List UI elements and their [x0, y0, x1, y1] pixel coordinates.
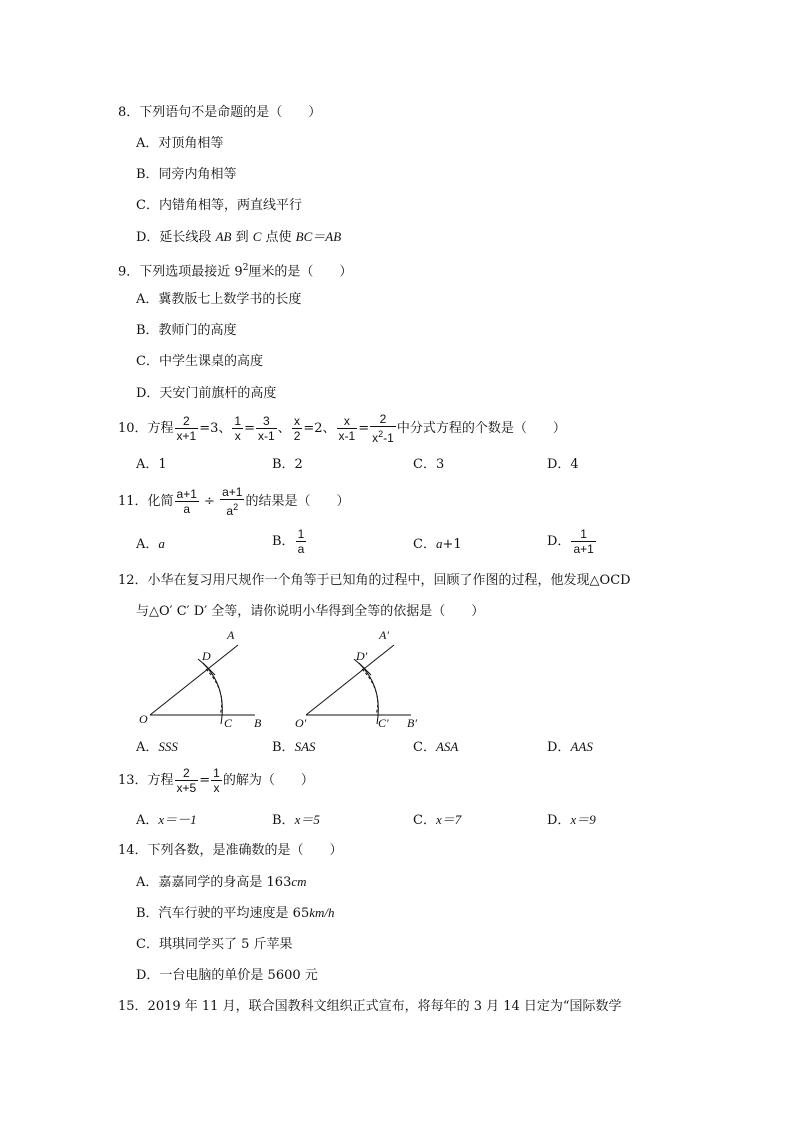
q13-option-d: D．x＝9: [547, 812, 596, 828]
q9-option-a: A．冀教版七上数学书的长度: [136, 292, 302, 307]
fraction: $\frac{a+1}{a^2}$: [222, 485, 243, 518]
q12-figure-oab: [130, 625, 280, 735]
q11-option-a: A．a: [136, 536, 165, 552]
q8-option-d: D．延长线段 AB 到 C 点使 BC＝AB: [136, 229, 342, 245]
label-o-prime: O′: [295, 716, 307, 730]
q9-option-b: B．教师门的高度: [136, 323, 237, 338]
q14-option-d: D．一台电脑的单价是 5600 元: [136, 968, 318, 983]
label-o: O: [139, 712, 148, 726]
fraction: $\frac{1}{a+1}$: [573, 527, 594, 556]
q12-option-a: A．SSS: [136, 739, 178, 755]
label-d-prime: D′: [356, 649, 368, 663]
fraction: $\frac{2}{x^2-1}$: [372, 412, 394, 445]
q10-option-b: B．2: [272, 457, 303, 472]
label-b-prime: B′: [407, 716, 417, 730]
label-a: A: [227, 628, 235, 642]
label-c: C: [224, 716, 233, 730]
fraction: $\frac{1}{x}$: [213, 766, 220, 795]
q12-figure-o-prime: [286, 625, 436, 735]
q10-stem: 10．方程 $\frac{2}{x+1}$ =3、 $\frac{1}{x}$ = $\frac{3}{x-1}$ 、 $\frac{x}{2}$ =2、 $\frac{x}{x-1}$ = $\frac{2}{x^2-1}$ 中分式方程的个数是（ ）: [118, 412, 566, 445]
fraction: $\frac{2}{x+1}$: [176, 414, 197, 443]
label-b: B: [254, 716, 262, 730]
q8-stem: 8．下列语句不是命题的是（ ）: [118, 105, 322, 120]
q11-option-d: D． $\frac{1}{a+1}$: [547, 527, 594, 556]
q14-option-c: C．琪琪同学买了 5 斤苹果: [136, 937, 293, 952]
q13-option-b: B．x＝5: [272, 812, 320, 828]
q14-stem: 14．下列各数，是准确数的是（ ）: [118, 843, 343, 858]
q13-option-c: C．x＝7: [413, 812, 462, 828]
q12-option-b: B．SAS: [272, 739, 316, 755]
fraction: $\frac{1}{x}$: [234, 414, 242, 443]
q13-option-a: A．x＝－1: [136, 812, 197, 828]
label-a-prime: A′: [379, 628, 389, 642]
q8-option-b: B．同旁内角相等: [136, 167, 237, 182]
q13-stem: 13．方程 $\frac{2}{x+5}$ = $\frac{1}{x}$ 的解为（ ）: [118, 766, 314, 795]
fraction: $\frac{x}{x-1}$: [338, 414, 356, 443]
q12-stem-line1: 12．小华在复习用尺规作一个角等于已知角的过程中，回顾了作图的过程，他发现△OCD: [118, 573, 631, 588]
label-c-prime: C′: [378, 716, 389, 730]
fraction: $\frac{2}{x+5}$: [176, 766, 197, 795]
q11-option-b: B． $\frac{1}{a}$: [272, 527, 305, 556]
q14-option-b: B．汽车行驶的平均速度是 65km/h: [136, 905, 335, 921]
q12-stem-line2: 与△O′ C′ D′ 全等，请你说明小华得到全等的依据是（ ）: [136, 604, 485, 619]
q10-option-d: D．4: [547, 457, 579, 472]
q10-option-c: C．3: [413, 457, 445, 472]
q8-option-a: A．对顶角相等: [136, 136, 224, 151]
q11-stem: 11．化简 $\frac{a+1}{a}$ ÷ $\frac{a+1}{a^2}$ 的结果是（ ）: [118, 485, 350, 518]
q8-option-c: C．内错角相等，两直线平行: [136, 198, 302, 213]
q9-stem: 9．下列选项最接近 $9^2$厘米的是（ ）: [118, 263, 353, 280]
fraction: $\frac{3}{x-1}$: [258, 414, 275, 443]
q14-option-a: A．嘉嘉同学的身高是 163cm: [136, 874, 307, 890]
q9-option-c: C．中学生课桌的高度: [136, 354, 263, 369]
fraction: $\frac{x}{2}$: [293, 414, 301, 443]
q11-option-c: C．a+1: [413, 536, 462, 552]
q12-option-c: C．ASA: [413, 739, 459, 755]
q10-option-a: A．1: [136, 457, 167, 472]
fraction: $\frac{1}{a}$: [297, 527, 305, 556]
q12-option-d: D．AAS: [547, 739, 593, 755]
fraction: $\frac{a+1}{a}$: [176, 487, 197, 516]
label-d: D: [202, 649, 211, 663]
q9-option-d: D．天安门前旗杆的高度: [136, 386, 277, 401]
q15-stem: 15．2019 年 11 月，联合国教科文组织正式宣布，将每年的 3 月 14 日定为“国际数学: [118, 999, 622, 1014]
